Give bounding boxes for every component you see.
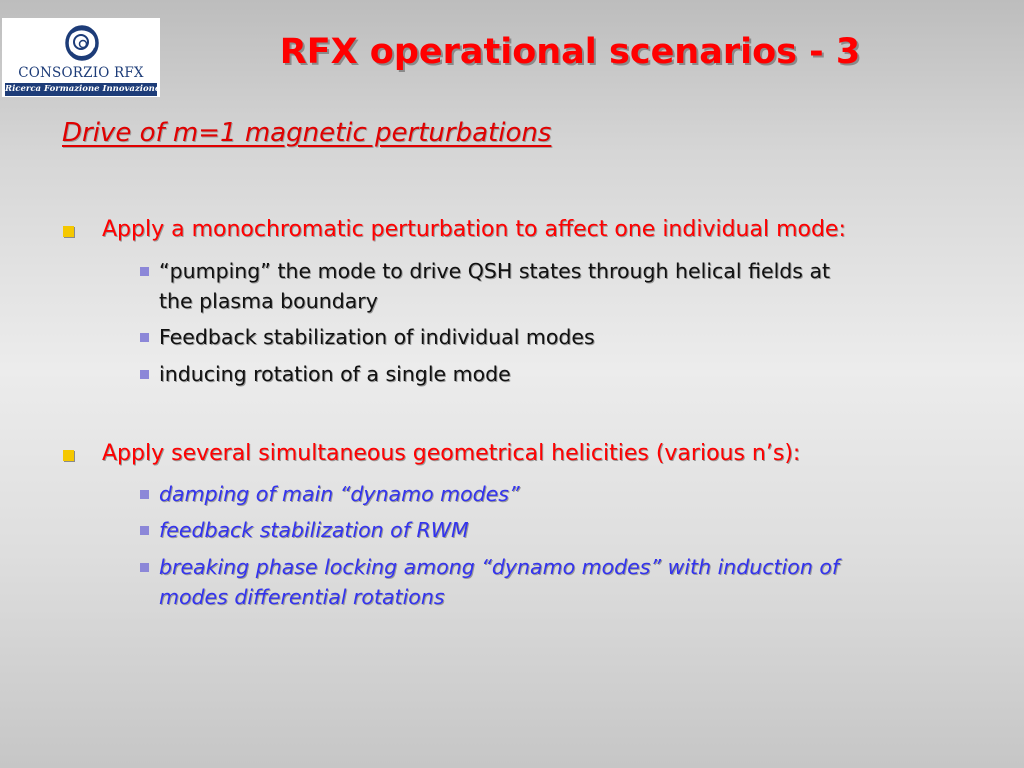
sub-bullet-line: modes differential rotations — [159, 585, 445, 609]
slide-subtitle: Drive of m=1 magnetic perturbations — [62, 118, 552, 148]
square-bullet-icon — [140, 267, 149, 276]
bullet-heading-text: Apply a monochromatic perturbation to affect one individual mode: — [102, 217, 846, 242]
sub-bullet-text — [159, 552, 959, 612]
sub-bullet-text: damping of main “dynamo modes” — [159, 482, 520, 506]
bullet-heading-text: Apply several simultaneous geometrical helicities (various n’s): — [102, 441, 801, 466]
sub-bullet-text: inducing rotation of a single mode — [159, 362, 511, 386]
sub-bullet-line: the plasma boundary — [159, 289, 378, 313]
sub-bullet-text: Feedback stabilization of individual modes — [159, 325, 595, 349]
square-bullet-icon — [63, 226, 74, 237]
consorzio-rfx-logo — [2, 18, 160, 97]
sub-bullet-text: feedback stabilization of RWM — [159, 518, 469, 542]
rfx-emblem-icon — [58, 22, 106, 64]
sub-bullet-line: “pumping” the mode to drive QSH states through helical fields at — [159, 259, 831, 283]
logo-tagline: Ricerca Formazione Innovazione — [5, 84, 160, 94]
logo-name: CONSORZIO RFX — [18, 65, 144, 81]
sub-bullet-line: breaking phase locking among “dynamo modes” with induction of — [159, 555, 840, 579]
square-bullet-icon — [140, 563, 149, 572]
square-bullet-icon — [140, 333, 149, 342]
slide-title: RFX operational scenarios - 3 — [279, 32, 861, 72]
square-bullet-icon — [140, 490, 149, 499]
square-bullet-icon — [140, 370, 149, 379]
sub-bullet-text — [159, 256, 959, 316]
square-bullet-icon — [63, 450, 74, 461]
square-bullet-icon — [140, 526, 149, 535]
